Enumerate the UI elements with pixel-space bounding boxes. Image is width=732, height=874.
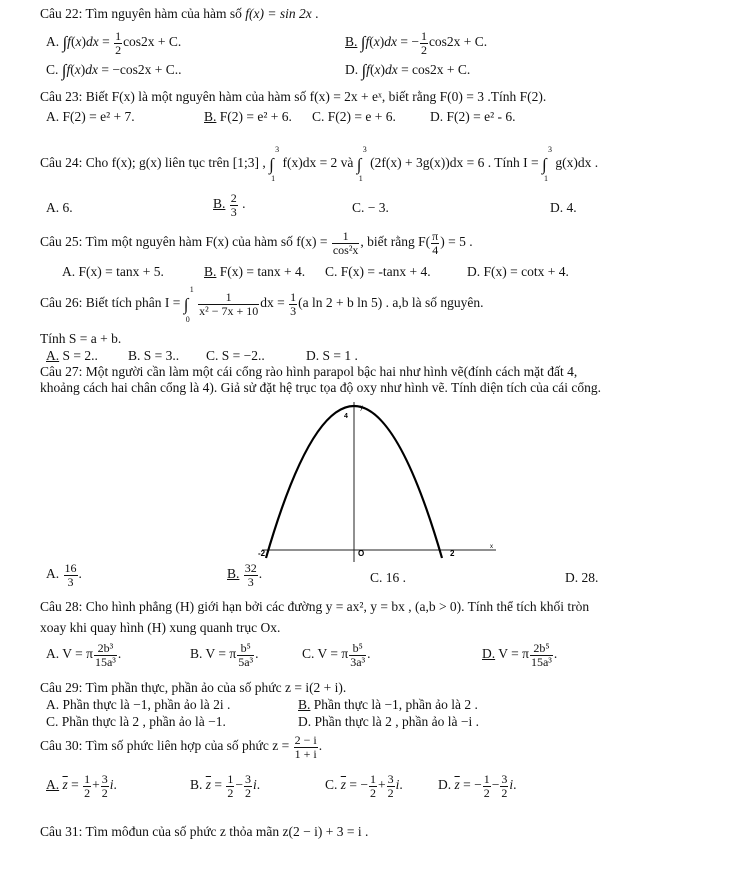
q28-option-d[interactable]: D. V = π $\frac{\text{2b⁵}}{\text{15a³}}$ .	[482, 641, 558, 669]
q29-option-a[interactable]: A. Phần thực là −1, phần ảo là 2i .	[46, 697, 231, 712]
x-axis-label: x	[490, 544, 493, 550]
q30-option-b[interactable]: B. $\overline{z}$ = $\frac{1}{2}$ − $\frac{3}{2}$ i.	[190, 772, 261, 800]
q23-option-c[interactable]: C. F(2) = e + 6.	[312, 109, 396, 124]
q31-stem: Câu 31: Tìm môđun của số phức z thỏa mãn z(2 − i) + 3 = i .	[40, 824, 369, 839]
q29-stem: Câu 29: Tìm phần thực, phần ảo của số phức z = i(2 + i).	[40, 680, 347, 695]
q25-option-d[interactable]: D. F(x) = cotx + 4.	[467, 264, 569, 279]
q26-option-a[interactable]: A. S = 2..	[46, 348, 98, 363]
q27-option-a[interactable]: A. $\frac{16}{3}$ .	[46, 561, 82, 589]
q29-option-d[interactable]: D. Phần thực là 2 , phần ảo là −i .	[298, 714, 480, 729]
q27-line2: khoảng cách hai chân cổng là 4). Giả sử đặt hệ trục tọa độ oxy như hình vẽ. Tính diện tích của cái cổng.	[40, 380, 601, 395]
q23-stem: Câu 23: Biết F(x) là một nguyên hàm của hàm số f(x) = 2x + eˣ, biết rằng F(0) = 3 .Tính F(2).	[40, 89, 547, 104]
top-tick-label: 4	[344, 413, 348, 420]
q30-option-d[interactable]: D. $\overline{z}$ = − $\frac{1}{2}$ − $\frac{3}{2}$ i.	[438, 772, 517, 800]
q22-option-c[interactable]: C. ∫f(x)dx = −cos2x + C..	[46, 61, 182, 80]
q22-option-a[interactable]: A. ∫f(x)dx = $\frac{1}{2}$ cos2x + C.	[46, 29, 182, 57]
q30-option-c[interactable]: C. $\overline{z}$ = − $\frac{1}{2}$ + $\frac{3}{2}$ i.	[325, 772, 403, 800]
q23-option-d[interactable]: D. F(2) = e² - 6.	[430, 109, 516, 124]
q23-option-a[interactable]: A. F(2) = e² + 7.	[46, 109, 135, 124]
q26-option-d[interactable]: D. S = 1 .	[306, 348, 358, 363]
q30-stem: Câu 30: Tìm số phức liên hợp của số phức z = $\frac{2 - i}{1 + i}$ .	[40, 733, 323, 761]
q22-option-d[interactable]: D. ∫f(x)dx = cos2x + C.	[345, 61, 471, 80]
q28-option-c[interactable]: C. V = π $\frac{\text{b⁵}}{\text{3a³}}$ .	[302, 641, 371, 669]
right-tick-label: 2	[450, 549, 455, 558]
q23-option-b[interactable]: B. F(2) = e² + 6.	[204, 109, 292, 124]
q26-line2: Tính S = a + b.	[40, 331, 122, 346]
q28-option-b[interactable]: B. V = π $\frac{\text{b⁵}}{\text{5a³}}$ .	[190, 641, 259, 669]
q28-line2: xoay khi quay hình (H) xung quanh trục Ox.	[40, 620, 281, 635]
q25-option-b[interactable]: B. F(x) = tanx + 4.	[204, 264, 306, 279]
q28-option-a[interactable]: A. V = π $\frac{\text{2b³}}{\text{15a³}}$ .	[46, 641, 122, 669]
parabola-graph	[252, 398, 502, 566]
q26-option-b[interactable]: B. S = 3..	[128, 348, 180, 363]
q25-option-c[interactable]: C. F(x) = -tanx + 4.	[325, 264, 431, 279]
q28-line1: Câu 28: Cho hình phẳng (H) giới hạn bởi các đường y = ax², y = bx , (a,b > 0). Tính thể tích khối tròn	[40, 599, 590, 614]
origin-label: O	[358, 549, 365, 558]
q22-stem: Câu 22: Tìm nguyên hàm của hàm số f(x) = sin 2x .	[40, 6, 319, 21]
q29-option-c[interactable]: C. Phần thực là 2 , phần ảo là −1.	[46, 714, 226, 729]
q22-option-b[interactable]: B. ∫f(x)dx = − $\frac{1}{2}$ cos2x + C.	[345, 29, 488, 57]
q27-line1: Câu 27: Một người cần làm một cái cổng rào hình parapol bậc hai như hình vẽ(đính cách mặt đất 4,	[40, 364, 578, 379]
q24-option-d[interactable]: D. 4.	[550, 200, 577, 215]
q25-stem: Câu 25: Tìm một nguyên hàm F(x) của hàm số f(x) = $\frac{1}{\text{cos²x}}$ , biết rằng F( $\frac{\pi}{4}$ ) = 5 .	[40, 229, 473, 257]
y-axis-label: y	[360, 405, 363, 411]
q29-option-b[interactable]: B. Phần thực là −1, phần ảo là 2 .	[298, 697, 478, 712]
q30-option-a[interactable]: A. $\overline{z}$ = $\frac{1}{2}$ + $\frac{3}{2}$ i.	[46, 772, 117, 800]
q24-option-b[interactable]: B. $\frac{2}{3}$ .	[213, 191, 246, 219]
q27-option-b[interactable]: B. $\frac{32}{3}$ .	[227, 561, 263, 589]
left-tick-label: -2	[258, 549, 266, 558]
q26-option-c[interactable]: C. S = −2..	[206, 348, 265, 363]
q24-stem: Câu 24: Cho f(x); g(x) liên tục trên [1;3] , ∫ 3 1 f(x)dx = 2 và ∫ 3 1 (2f(x) + 3g(x))dx = 6 . Tính I = ∫ 3 1 g(x)dx .	[40, 145, 599, 184]
q27-option-d[interactable]: D. 28.	[565, 570, 599, 585]
q27-option-c[interactable]: C. 16 .	[370, 570, 407, 585]
q24-option-c[interactable]: C. − 3.	[352, 200, 389, 215]
q25-option-a[interactable]: A. F(x) = tanx + 5.	[62, 264, 164, 279]
q24-option-a[interactable]: A. 6.	[46, 200, 73, 215]
q26-stem: Câu 26: Biết tích phân I = ∫ 1 0 $\frac{1}{\text{x² − 7x + 10}}$ dx = $\frac{1}{3}$ (a ln 2 + b ln 5) . a,b là số nguyên.	[40, 285, 484, 324]
